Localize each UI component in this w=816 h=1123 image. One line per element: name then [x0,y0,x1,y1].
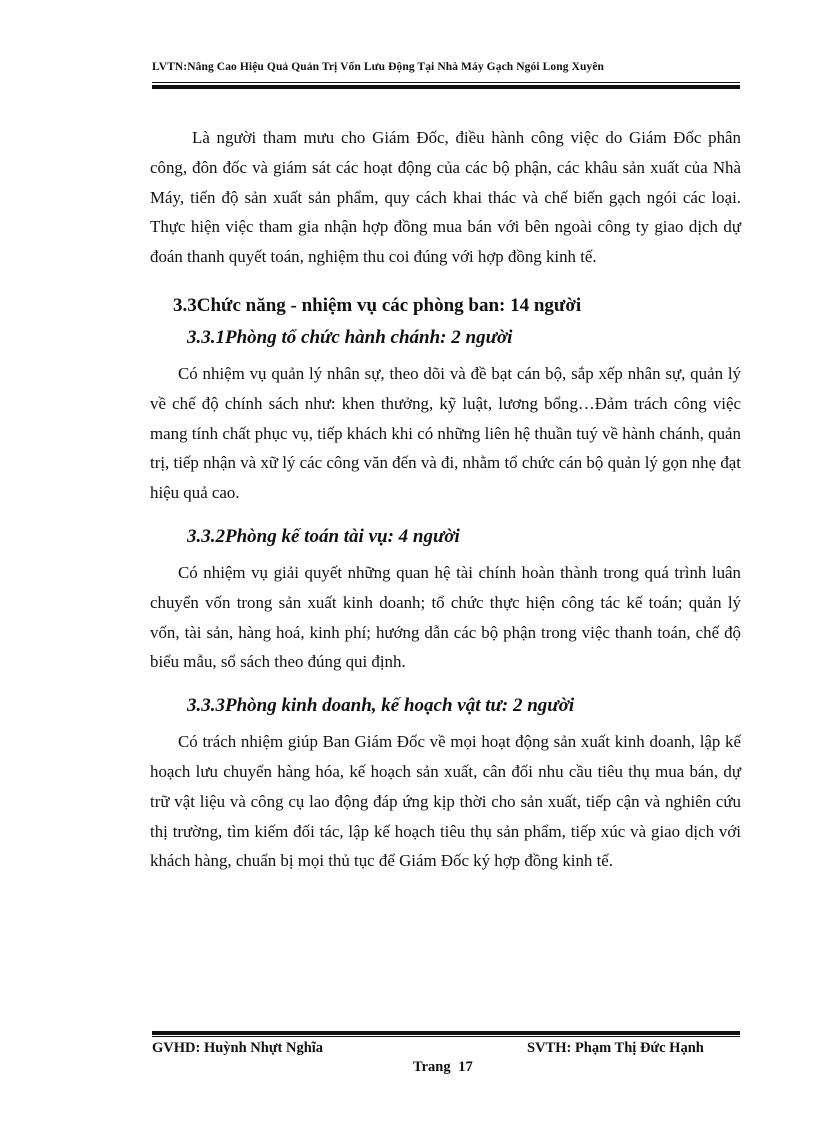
page-body [150,123,741,876]
subsection-paragraph-hanh-chanh: Có nhiệm vụ quản lý nhân sự, theo dõi và đề bạt cán bộ, sắp xếp nhân sự, quản lý về chế độ chính sách như: khen thưởng, kỹ luật, lương bổng…Đảm trách công việc mang tính chất phục vụ, tiếp khách khi có những liên hệ thuần tuý về hành chánh, quản trị, tiếp nhận và xữ lý các công văn đến và đi, nhằm tổ chức cán bộ quản lý gọn nhẹ đạt hiệu quả cao. [150,363,741,503]
section-heading: 3.3Chức năng - nhiệm vụ các phòng ban: 14 người [173,294,582,316]
header-rule-thin [152,82,740,83]
header-rule-thick [152,85,740,89]
footer-rule-thick [152,1031,740,1035]
page-number: Trang 17 [413,1059,473,1075]
running-header-title: LVTN:Nâng Cao Hiệu Quả Quản Trị Vốn Lưu Động Tại Nhà Máy Gạch Ngói Long Xuyên [152,61,605,73]
footer-advisor: GVHD: Huỳnh Nhựt Nghĩa [152,1040,324,1056]
footer-rule-thin [152,1036,740,1037]
intro-paragraph: Là người tham mưu cho Giám Đốc, điều hành công việc do Giám Đốc phân công, đôn đốc và giám sát các hoạt động của các bộ phận, các khâu sản xuất của Nhà Máy, tiến độ sản xuất sản phẩm, quy cách khai thác và chế biến gạch ngói các loại. Thực hiện việc tham gia nhận hợp đồng mua bán với bên ngoài công ty giao dịch dự đoán thanh quyết toán, nghiệm thu coi đúng với hợp đồng kinh tế. [150,128,741,267]
subsection-heading-ke-toan: 3.3.2Phòng kế toán tài vụ: 4 người [187,525,460,547]
subsection-paragraph-ke-toan: Có nhiệm vụ giải quyết những quan hệ tài chính hoàn thành trong quá trình luân chuyển vốn trong sản xuất kinh doanh; tổ chức thực hiện công tác kế toán; quản lý vốn, tài sản, hàng hoá, kinh phí; hướng dẫn các bộ phận trong việc thanh toán, chế độ biểu mẫu, sổ sách theo đúng qui định. [150,562,741,672]
subsection-heading-kinh-doanh: 3.3.3Phòng kinh doanh, kế hoạch vật tư: 2 người [187,695,575,717]
subsection-heading-hanh-chanh: 3.3.1Phòng tổ chức hành chánh: 2 người [187,326,513,348]
subsection-paragraph-kinh-doanh: Có trách nhiệm giúp Ban Giám Đốc về mọi hoạt động sản xuất kinh doanh, lập kế hoạch lưu chuyển hàng hóa, kế hoạch sản xuất, cân đối nhu cầu tiêu thụ mua bán, dự trữ vật liệu và công cụ lao động đáp ứng kịp thời cho sản xuất, tiếp cận và nghiên cứu thị trường, tìm kiếm đối tác, lập kế hoạch tiêu thụ sản phẩm, tiếp xúc và giao dịch với khách hàng, chuẩn bị mọi thủ tục để Giám Đốc ký hợp đồng kinh tế. [150,732,741,871]
footer-student: SVTH: Phạm Thị Đức Hạnh [527,1040,704,1056]
